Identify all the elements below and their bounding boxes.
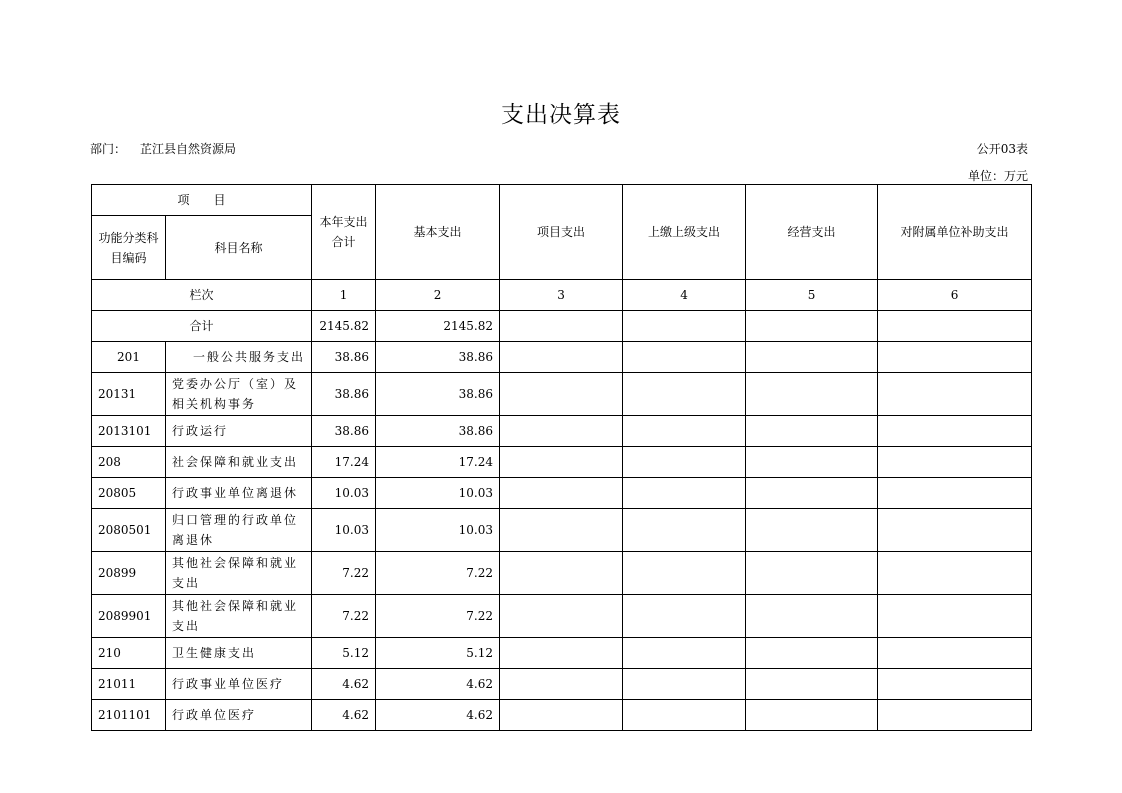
table-row: [92, 669, 1032, 700]
row-project: [500, 509, 623, 552]
row-subsidy: [878, 638, 1032, 669]
total-row: [92, 311, 1032, 342]
row-project: [500, 700, 623, 731]
row-total: 4.62: [312, 700, 376, 731]
row-name: 一般公共服务支出: [166, 342, 312, 373]
total-amount: 2145.82: [312, 311, 376, 342]
table-row: [92, 373, 1032, 416]
total-label: 合计: [92, 311, 312, 342]
total-project: [500, 311, 623, 342]
row-project: [500, 595, 623, 638]
row-code: 201: [92, 342, 166, 373]
form-number: 公开03表: [976, 142, 1028, 156]
row-basic: 7.22: [376, 595, 500, 638]
row-subsidy: [878, 509, 1032, 552]
header-col-project: 项目支出: [500, 185, 623, 280]
row-total: 7.22: [312, 552, 376, 595]
header-row: [92, 185, 1032, 216]
row-business: [746, 669, 878, 700]
row-upper: [623, 552, 746, 595]
row-subsidy: [878, 552, 1032, 595]
column-index-number: 4: [623, 280, 746, 311]
row-code: 210: [92, 638, 166, 669]
row-basic: 4.62: [376, 669, 500, 700]
table-row: [92, 416, 1032, 447]
total-upper: [623, 311, 746, 342]
row-business: [746, 416, 878, 447]
department-line: [90, 140, 236, 157]
row-total: 10.03: [312, 478, 376, 509]
table-row: [92, 342, 1032, 373]
row-code: 2101101: [92, 700, 166, 731]
row-code: 2013101: [92, 416, 166, 447]
row-code: 20131: [92, 373, 166, 416]
row-code: 2089901: [92, 595, 166, 638]
row-subsidy: [878, 478, 1032, 509]
row-subsidy: [878, 700, 1032, 731]
column-index-number: 1: [312, 280, 376, 311]
department-name: 芷江县自然资源局: [140, 142, 237, 156]
row-business: [746, 638, 878, 669]
header-code: 功能分类科目编码: [92, 216, 166, 280]
row-code: 208: [92, 447, 166, 478]
header-col-basic: 基本支出: [376, 185, 500, 280]
row-upper: [623, 595, 746, 638]
total-subsidy: [878, 311, 1032, 342]
header-col-business: 经营支出: [746, 185, 878, 280]
row-basic: 17.24: [376, 447, 500, 478]
page-title: 支出决算表: [501, 102, 621, 128]
row-subsidy: [878, 373, 1032, 416]
row-business: [746, 595, 878, 638]
row-subsidy: [878, 447, 1032, 478]
row-name: 归口管理的行政单位离退休: [166, 509, 312, 552]
row-basic: 7.22: [376, 552, 500, 595]
row-name: 党委办公厅（室）及相关机构事务: [166, 373, 312, 416]
row-basic: 38.86: [376, 342, 500, 373]
row-upper: [623, 447, 746, 478]
column-index-number: 2: [376, 280, 500, 311]
row-upper: [623, 669, 746, 700]
row-name: 其他社会保障和就业支出: [166, 552, 312, 595]
table-row: [92, 552, 1032, 595]
row-basic: 38.86: [376, 373, 500, 416]
row-total: 38.86: [312, 373, 376, 416]
column-index-number: 3: [500, 280, 623, 311]
row-code: 20899: [92, 552, 166, 595]
row-business: [746, 700, 878, 731]
row-name: 卫生健康支出: [166, 638, 312, 669]
row-business: [746, 509, 878, 552]
row-name: 行政运行: [166, 416, 312, 447]
row-project: [500, 478, 623, 509]
row-upper: [623, 342, 746, 373]
column-index-row: [92, 280, 1032, 311]
row-business: [746, 342, 878, 373]
row-basic: 4.62: [376, 700, 500, 731]
row-upper: [623, 416, 746, 447]
column-index-number: 6: [878, 280, 1032, 311]
row-total: 4.62: [312, 669, 376, 700]
row-total: 10.03: [312, 509, 376, 552]
row-business: [746, 552, 878, 595]
row-project: [500, 416, 623, 447]
row-code: 2080501: [92, 509, 166, 552]
row-total: 5.12: [312, 638, 376, 669]
row-basic: 10.03: [376, 509, 500, 552]
row-project: [500, 552, 623, 595]
row-subsidy: [878, 342, 1032, 373]
row-upper: [623, 373, 746, 416]
total-basic: 2145.82: [376, 311, 500, 342]
row-total: 7.22: [312, 595, 376, 638]
row-name: 其他社会保障和就业支出: [166, 595, 312, 638]
row-upper: [623, 509, 746, 552]
header-col-upper: 上缴上级支出: [623, 185, 746, 280]
row-upper: [623, 638, 746, 669]
header-col-total: 本年支出合计: [312, 185, 376, 280]
row-basic: 38.86: [376, 416, 500, 447]
row-name: 社会保障和就业支出: [166, 447, 312, 478]
row-business: [746, 478, 878, 509]
expenditure-table: [91, 184, 1032, 731]
row-name: 行政单位医疗: [166, 700, 312, 731]
table-row: [92, 509, 1032, 552]
department-label: 部门：: [90, 142, 127, 156]
row-project: [500, 342, 623, 373]
row-project: [500, 447, 623, 478]
column-index-label: 栏次: [92, 280, 312, 311]
header-item: 项 目: [92, 185, 312, 216]
row-code: 21011: [92, 669, 166, 700]
unit-label: 单位：万元: [967, 169, 1028, 183]
row-subsidy: [878, 416, 1032, 447]
row-code: 20805: [92, 478, 166, 509]
table-row: [92, 478, 1032, 509]
row-project: [500, 638, 623, 669]
table-row: [92, 638, 1032, 669]
header-col-subsidy: 对附属单位补助支出: [878, 185, 1032, 280]
row-upper: [623, 700, 746, 731]
row-business: [746, 373, 878, 416]
row-project: [500, 669, 623, 700]
row-subsidy: [878, 595, 1032, 638]
table-row: [92, 595, 1032, 638]
total-business: [746, 311, 878, 342]
row-basic: 5.12: [376, 638, 500, 669]
row-upper: [623, 478, 746, 509]
table-row: [92, 700, 1032, 731]
row-name: 行政事业单位离退休: [166, 478, 312, 509]
table-row: [92, 447, 1032, 478]
row-total: 38.86: [312, 416, 376, 447]
row-basic: 10.03: [376, 478, 500, 509]
row-subsidy: [878, 669, 1032, 700]
column-index-number: 5: [746, 280, 878, 311]
row-total: 38.86: [312, 342, 376, 373]
row-project: [500, 373, 623, 416]
row-total: 17.24: [312, 447, 376, 478]
row-business: [746, 447, 878, 478]
row-name: 行政事业单位医疗: [166, 669, 312, 700]
header-name: 科目名称: [166, 216, 312, 280]
